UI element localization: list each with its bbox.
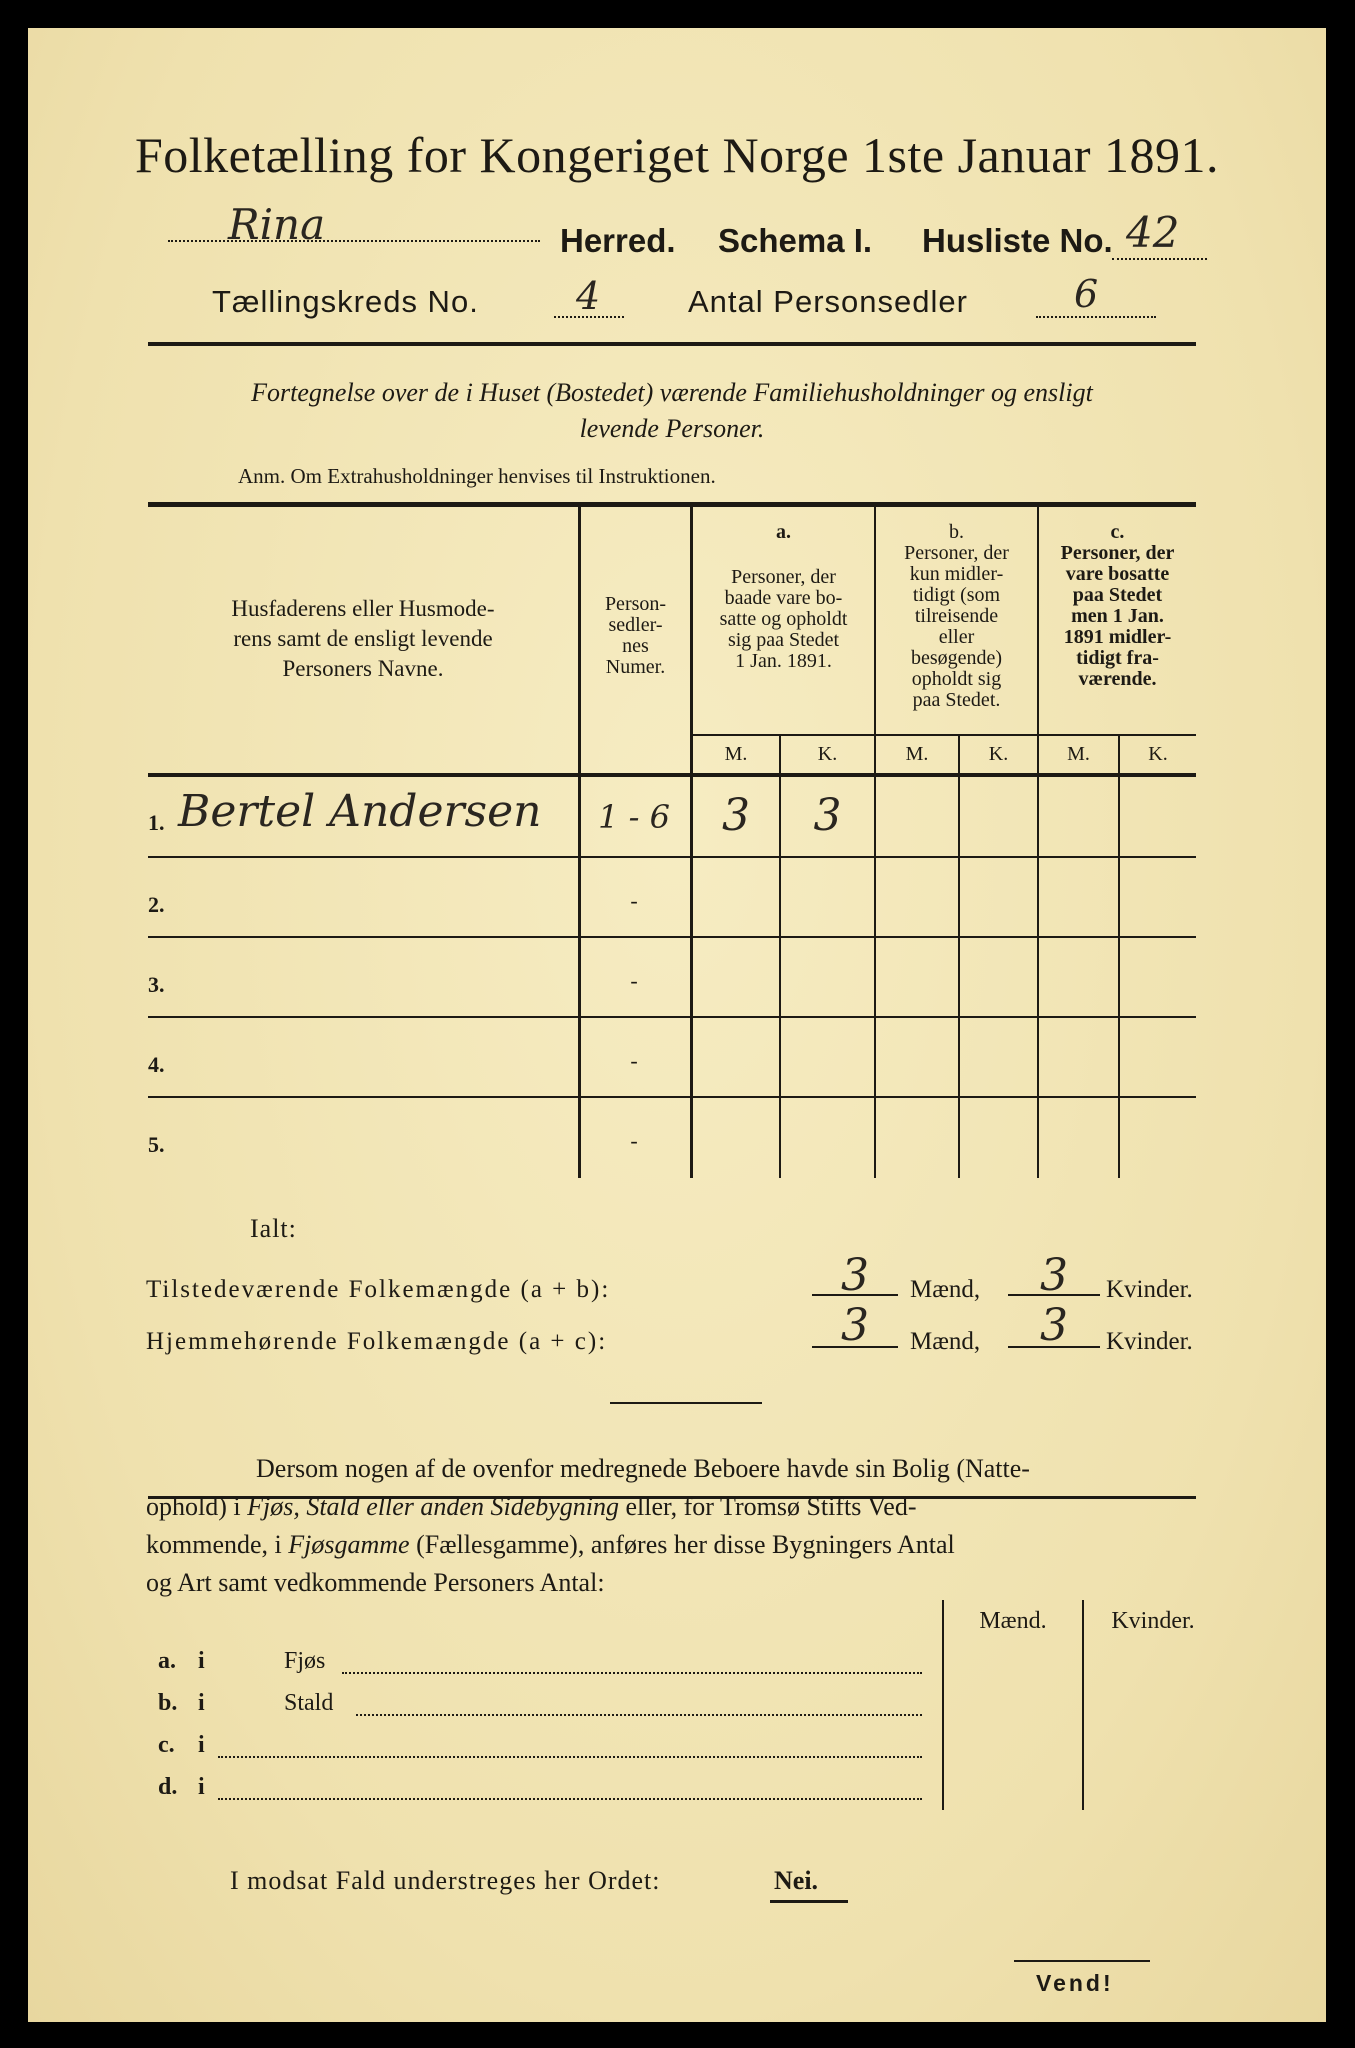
anm-note: Anm. Om Extrahusholdninger henvises til Instruktionen. — [238, 464, 716, 488]
ialt-label: Ialt: — [250, 1214, 297, 1243]
table-row: 1. Bertel Andersen 1 - 6 3 3 — [148, 778, 1196, 858]
list-item: b. i Stald — [158, 1690, 928, 1730]
table-row: 4. - — [148, 1018, 1196, 1098]
divider — [610, 1402, 762, 1404]
herred-field — [168, 200, 540, 252]
kreds-value: 4 — [576, 274, 601, 318]
nei-underline — [770, 1900, 848, 1903]
vend-label: Vend! — [1036, 1970, 1114, 1996]
mk-a-k: K. — [817, 743, 838, 765]
col-header-names: Husfaderens eller Husmode- rens samt de ensligt levende Personers Navne. — [231, 596, 495, 681]
hjemme-kvinder-value: 3 — [1040, 1300, 1068, 1351]
mk-a-m: M. — [724, 743, 748, 765]
schema-label: Schema I. — [718, 222, 873, 259]
husliste-label: Husliste No. — [922, 222, 1113, 259]
census-form: Folketælling for Kongeriget Norge 1ste Januar 1891. Rina Herred. Schema I. Husliste No. 42 Tællingskreds No. 4 Antal Personsedler 6 Fortegnelse over de i Huset (Bostedet) værende Familiehusholdninger og ensligt levende Personer. Anm. Om Extrahusholdninger henvises til Instruktionen. Husfaderens eller Husmode- rens samt de ensligt levende Personers Navne. Person- sedler- nes Numer. a. Personer, der baade vare bo- satte og opholdt sig paa Stedet 1 Jan. 1891. b. Personer, der kun midler- tidigt (som tilreisende eller besøgende) opholdt sig paa Stedet. c. Personer, der vare bosatte paa Stedet men 1 Jan. 1891 midler- tidigt fra- værende. M. K. M. K. M. K. 1. Bertel Andersen 1 - 6 3 3 2. - 3. - 4. - 5. - Ialt: Tilstedeværende Folkemængde (a + b): 3 Mænd, 3 Kvinder. Hjemmehørende Folkemængde (a + c): 3 Mænd, 3 Kvinder. Dersom nogen af de ovenfor medregnede Beboere havde sin Bolig (Natte- ophold) i Fjøs, Stald eller anden Sidebygning eller, for Tromsø Stifts Ved- kommende, i Fjøsgamme (Fællesgamme), anføres her disse Bygningers Antal og Art samt vedkommende Personers Antal: Mænd. Kvinder. a. i Fjøs b. i Stald c. i d. i I modsat Fald understreges her Ordet: Nei. Vend! — [28, 28, 1326, 2022]
table-row: 5. - — [148, 1098, 1196, 1178]
herred-value: Rina — [228, 200, 326, 249]
list-item: c. i — [158, 1732, 928, 1772]
antal-label: Antal Personsedler — [688, 284, 968, 319]
intro-line-1: Fortegnelse over de i Huset (Bostedet) værende Familiehusholdninger og ensligt — [251, 378, 1093, 407]
kreds-label: Tællingskreds No. — [212, 284, 479, 319]
modsat-text: I modsat Fald understreges her Ordet: — [230, 1866, 661, 1895]
husliste-value: 42 — [1126, 208, 1180, 257]
table-header-rule — [148, 773, 1196, 777]
form-title: Folketælling for Kongeriget Norge 1ste Januar 1891. — [134, 127, 1220, 183]
col-header-c: c. Personer, der vare bosatte paa Stedet men 1 Jan. 1891 midler- tidigt fra- værende. — [1060, 521, 1175, 690]
person-name: Bertel Andersen — [178, 786, 542, 837]
table-body — [148, 778, 1196, 1188]
header-rule — [148, 342, 1196, 346]
list-item: a. i Fjøs — [158, 1648, 928, 1688]
hjemme-maend-value: 3 — [841, 1300, 869, 1351]
table-row: 2. - — [148, 858, 1196, 938]
mk-b-k: K. — [988, 743, 1009, 765]
herred-label: Herred. — [560, 222, 676, 259]
col-header-a: a. Personer, der baade vare bo- satte og opholdt sig paa Stedet 1 Jan. 1891. — [719, 521, 848, 672]
list-item: d. i — [158, 1774, 928, 1814]
col-header-numer: Person- sedler- nes Numer. — [604, 593, 667, 678]
tilstede-label: Tilstedeværende Folkemængde (a + b): — [146, 1276, 611, 1303]
tilstede-kvinder-value: 3 — [1040, 1250, 1068, 1301]
buildings-kvinder-header: Kvinder. — [1111, 1608, 1195, 1634]
table-row: 3. - — [148, 938, 1196, 1018]
sidebygning-paragraph: Dersom nogen af de ovenfor medregnede Beboere havde sin Bolig (Natte- ophold) i Fjøs, Stald eller anden Sidebygning eller, for Tromsø Stifts Ved- kommende, i Fjøsgamme (Fællesgamme), anføres her disse Bygningers Antal og Art samt vedkommende Personers Antal: — [146, 1454, 1030, 1597]
mk-b-m: M. — [905, 743, 929, 765]
buildings-maend-header: Mænd. — [979, 1608, 1047, 1634]
tilstede-maend-value: 3 — [841, 1250, 869, 1301]
mk-c-k: K. — [1148, 743, 1168, 765]
antal-value: 6 — [1074, 272, 1099, 316]
nei-word: Nei. — [774, 1866, 819, 1895]
buildings-list — [158, 1648, 928, 1808]
mk-c-m: M. — [1067, 743, 1090, 765]
intro-line-2: levende Personer. — [579, 414, 765, 443]
col-header-b: b. Personer, der kun midler- tidigt (som tilreisende eller besøgende) opholdt sig paa Stedet. — [904, 521, 1009, 711]
hjemme-label: Hjemmehørende Folkemængde (a + c): — [146, 1328, 608, 1355]
